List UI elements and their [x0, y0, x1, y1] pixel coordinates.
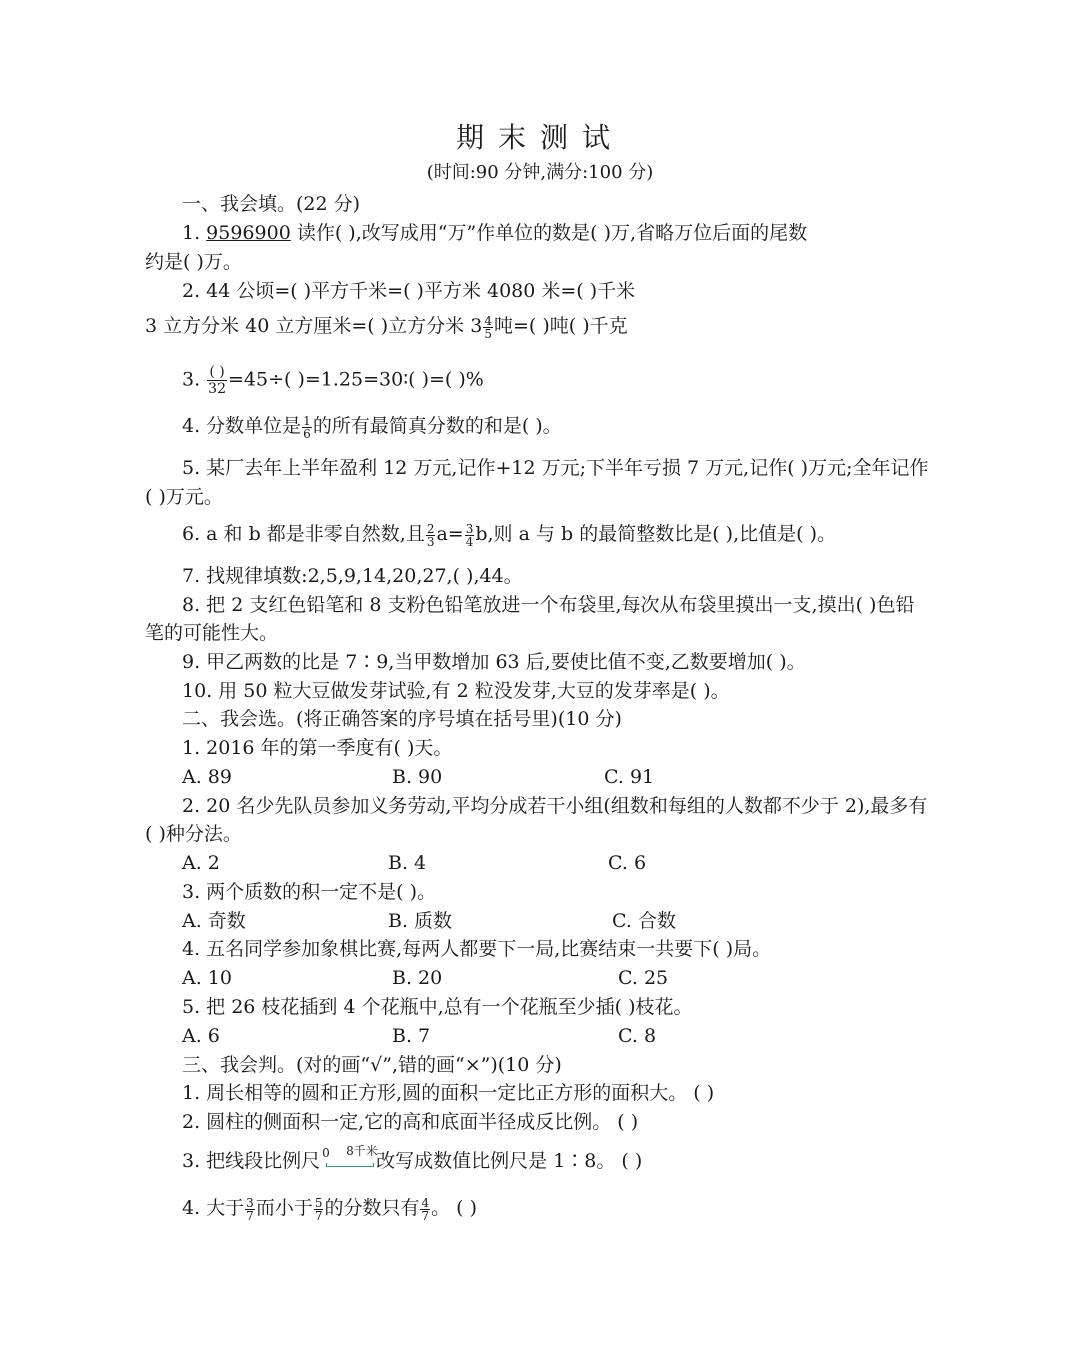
- line-scale-ruler: [322, 1144, 378, 1173]
- s1-q4-fraction: [302, 415, 312, 440]
- fraction-denominator: 5: [484, 326, 492, 341]
- s3-q4-mid: 而小于: [255, 1197, 313, 1219]
- fraction-denominator: 4: [465, 534, 474, 549]
- s2-q2-line1: 2. 20 名少先队员参加义务劳动,平均分成若干小组(组数和每组的人数都不少于 2),最多有: [182, 795, 928, 817]
- s3-q4-fraction-c: [420, 1197, 430, 1222]
- s2-q2-option-b: B. 4: [388, 852, 427, 874]
- s1-q3: [182, 364, 484, 397]
- s1-q7: 7. 找规律填数:2,5,9,14,20,27,( ),44。: [182, 565, 523, 587]
- section-2-heading: 二、我会选。(将正确答案的序号填在括号里)(10 分): [182, 708, 622, 730]
- s1-q6-mid: a=: [436, 523, 464, 545]
- s1-q2-fraction: [483, 315, 493, 340]
- s3-q4-fraction-b: [314, 1197, 324, 1222]
- s3-q1: 1. 周长相等的圆和正方形,圆的面积一定比正方形的面积大。 ( ): [182, 1082, 715, 1104]
- page-title: 期末测试: [455, 121, 624, 154]
- s1-q2-text-end: 吨=( )吨( )千克: [493, 315, 628, 337]
- fraction-numerator: ( ): [207, 364, 227, 381]
- section-3-heading: 三、我会判。(对的画“√”,错的画“×”)(10 分): [182, 1054, 562, 1076]
- fraction-denominator: 7: [421, 1208, 430, 1223]
- s2-q1: 1. 2016 年的第一季度有( )天。: [182, 737, 453, 759]
- s1-q5-line2: ( )万元。: [145, 486, 223, 508]
- s3-q3: [182, 1144, 643, 1173]
- s1-q6: [182, 522, 836, 548]
- s2-q5-option-c: C. 8: [618, 1025, 657, 1047]
- s2-q5-option-b: B. 7: [392, 1025, 431, 1047]
- s3-q3-text: 3. 把线段比例尺: [182, 1150, 321, 1172]
- s1-q9: 9. 甲乙两数的比是 7∶9,当甲数增加 63 后,要使比值不变,乙数要增加( )。: [182, 651, 806, 673]
- s1-q6-fraction-a: [426, 523, 436, 548]
- s1-q1-line2: 约是( )万。: [145, 251, 242, 273]
- s1-q4-text-end: 的所有最简真分数的和是( )。: [312, 415, 562, 437]
- fraction-numerator: 3: [246, 1195, 254, 1210]
- ruler-distance-label: 8千米: [346, 1144, 378, 1158]
- s1-q4: [182, 414, 562, 440]
- s2-q2-option-c: C. 6: [608, 852, 647, 874]
- s1-q6-text: 6. a 和 b 都是非零自然数,且: [182, 523, 425, 545]
- s3-q2: 2. 圆柱的侧面积一定,它的高和底面半径成反比例。 ( ): [182, 1111, 639, 1133]
- s1-q1-text: 读作( ),改写成用“万”作单位的数是( )万,省略万位后面的尾数: [290, 222, 808, 244]
- fraction-numerator: 4: [484, 313, 492, 328]
- fraction-denominator: 6: [303, 426, 311, 441]
- fraction-denominator: 32: [208, 381, 226, 397]
- s3-q3-text-end: 改写成数值比例尺是 1∶8。 ( ): [376, 1150, 643, 1172]
- s2-q5: 5. 把 26 枝花插到 4 个花瓶中,总有一个花瓶至少插( )枝花。: [182, 996, 693, 1018]
- fraction-numerator: 4: [421, 1195, 430, 1210]
- s1-q5-line1: 5. 某厂去年上半年盈利 12 万元,记作+12 万元;下半年亏损 7 万元,记作( )万元;全年记作: [182, 457, 929, 479]
- s2-q4-option-a: A. 10: [182, 967, 232, 989]
- s2-q1-option-c: C. 91: [604, 766, 655, 788]
- s1-q8-line2: 笔的可能性大。: [145, 622, 279, 644]
- fraction-denominator: 7: [246, 1208, 254, 1223]
- s2-q4: 4. 五名同学参加象棋比赛,每两人都要下一局,比赛结束一共要下( )局。: [182, 938, 772, 960]
- s1-q1-line1: [182, 221, 807, 245]
- ruler-bar: [326, 1163, 374, 1167]
- s2-q1-option-a: A. 89: [182, 766, 232, 788]
- s2-q3: 3. 两个质数的积一定不是( )。: [182, 881, 437, 903]
- fraction-numerator: 1: [303, 413, 311, 428]
- s1-q1-number: 9596900: [206, 222, 291, 244]
- s2-q2-option-a: A. 2: [182, 852, 220, 874]
- fraction-numerator: 2: [426, 521, 435, 536]
- s1-q8-line1: 8. 把 2 支红色铅笔和 8 支粉色铅笔放进一个布袋里,每次从布袋里摸出一支,摸出( )色铅: [182, 594, 915, 616]
- fraction-denominator: 7: [314, 1208, 323, 1223]
- s2-q2-line2: ( )种分法。: [145, 823, 242, 845]
- s2-q3-option-b: B. 质数: [388, 910, 453, 932]
- s1-q10: 10. 用 50 粒大豆做发芽试验,有 2 粒没发芽,大豆的发芽率是( )。: [182, 680, 730, 702]
- s1-q2-text: 3 立方分米 40 立方厘米=( )立方分米 3: [145, 315, 483, 337]
- s2-q1-option-b: B. 90: [392, 766, 443, 788]
- s1-q6-text-end: b,则 a 与 b 的最简整数比是( ),比值是( )。: [475, 523, 836, 545]
- s1-q1-prefix: 1.: [182, 222, 207, 244]
- s1-q4-text: 4. 分数单位是: [182, 415, 302, 437]
- fraction-numerator: 3: [465, 521, 474, 536]
- s1-q3-prefix: 3.: [182, 368, 207, 391]
- s3-q4: [182, 1196, 477, 1222]
- page-subtitle: (时间:90 分钟,满分:100 分): [426, 162, 654, 183]
- s3-q4-text: 4. 大于: [182, 1197, 245, 1219]
- fraction-numerator: 5: [314, 1195, 323, 1210]
- s1-q2-line1: 2. 44 公顷=( )平方千米=( )平方米 4080 米=( )千米: [182, 280, 636, 302]
- section-1-heading: 一、我会填。(22 分): [182, 193, 361, 215]
- s2-q5-option-a: A. 6: [182, 1025, 220, 1047]
- s2-q4-option-b: B. 20: [392, 967, 443, 989]
- s3-q4-text-end: 。 ( ): [431, 1197, 478, 1219]
- ruler-zero-label: 0: [322, 1146, 330, 1160]
- s3-q4-fraction-a: [245, 1197, 255, 1222]
- s1-q3-text: =45÷( )=1.25=30∶( )=( )%: [228, 368, 484, 391]
- s1-q3-fraction: [207, 364, 227, 397]
- fraction-denominator: 3: [426, 534, 435, 549]
- s2-q4-option-c: C. 25: [618, 967, 669, 989]
- s1-q6-fraction-b: [465, 523, 475, 548]
- s2-q3-option-a: A. 奇数: [182, 910, 246, 932]
- s3-q4-mid2: 的分数只有: [324, 1197, 420, 1219]
- s1-q2-line2: [145, 314, 628, 340]
- s2-q3-option-c: C. 合数: [612, 910, 676, 932]
